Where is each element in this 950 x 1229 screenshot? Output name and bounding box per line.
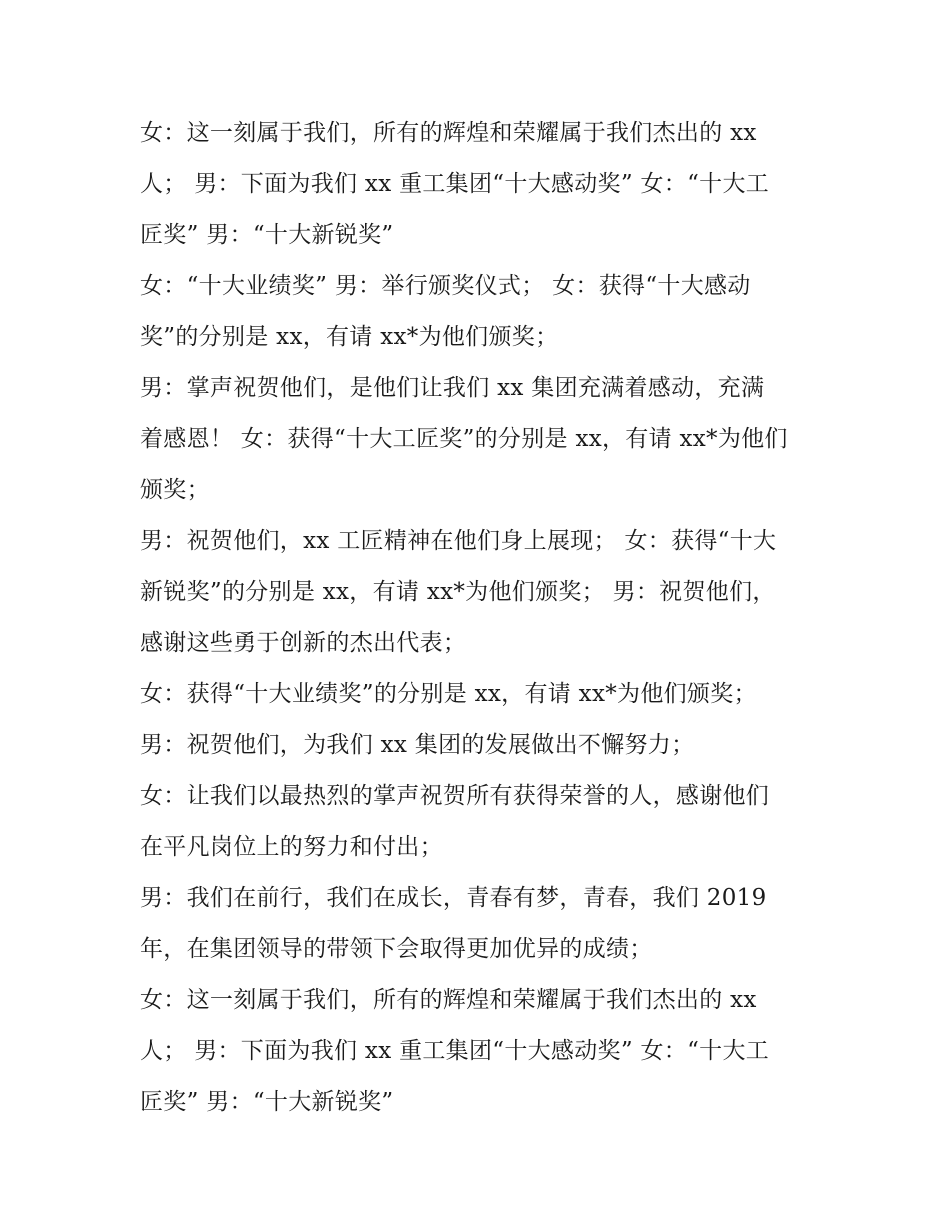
text-line: 人； 男：下面为我们 xx 重工集团“十大感动奖” 女：“十大工 xyxy=(140,1038,770,1064)
text-line: 匠奖” 男：“十大新锐奖” xyxy=(140,222,394,248)
text-line: 奖”的分别是 xx，有请 xx*为他们颁奖； xyxy=(140,324,559,350)
text-line: 男：祝贺他们，xx 工匠精神在他们身上展现； 女：获得“十大 xyxy=(140,528,777,554)
text-line: 着感恩！ 女：获得“十大工匠奖”的分别是 xx，有请 xx*为他们 xyxy=(140,426,788,452)
text-line: 人； 男：下面为我们 xx 重工集团“十大感动奖” 女：“十大工 xyxy=(140,171,770,197)
document-body xyxy=(140,108,820,1128)
text-line: 女：“十大业绩奖” 男：举行颁奖仪式； 女：获得“十大感动 xyxy=(140,273,751,299)
text-line: 女：获得“十大业绩奖”的分别是 xx，有请 xx*为他们颁奖； xyxy=(140,681,757,707)
text-line: 女：这一刻属于我们，所有的辉煌和荣耀属于我们杰出的 xx xyxy=(140,987,757,1013)
text-line: 男：我们在前行，我们在成长，青春有梦，青春，我们 2019 xyxy=(140,885,767,911)
text-line: 男：祝贺他们，为我们 xx 集团的发展做出不懈努力； xyxy=(140,732,695,758)
text-line: 感谢这些勇于创新的杰出代表； xyxy=(140,630,467,656)
text-line: 在平凡岗位上的努力和付出； xyxy=(140,834,443,860)
text-line: 颁奖； xyxy=(140,477,210,503)
text-line: 女：让我们以最热烈的掌声祝贺所有获得荣誉的人，感谢他们 xyxy=(140,783,770,809)
text-line: 匠奖” 男：“十大新锐奖” xyxy=(140,1089,394,1115)
text-line: 男：掌声祝贺他们，是他们让我们 xx 集团充满着感动，充满 xyxy=(140,375,765,401)
text-line: 年，在集团领导的带领下会取得更加优异的成绩； xyxy=(140,936,653,962)
text-line: 新锐奖”的分别是 xx，有请 xx*为他们颁奖； 男：祝贺他们， xyxy=(140,579,776,605)
text-line: 女：这一刻属于我们，所有的辉煌和荣耀属于我们杰出的 xx xyxy=(140,120,757,146)
